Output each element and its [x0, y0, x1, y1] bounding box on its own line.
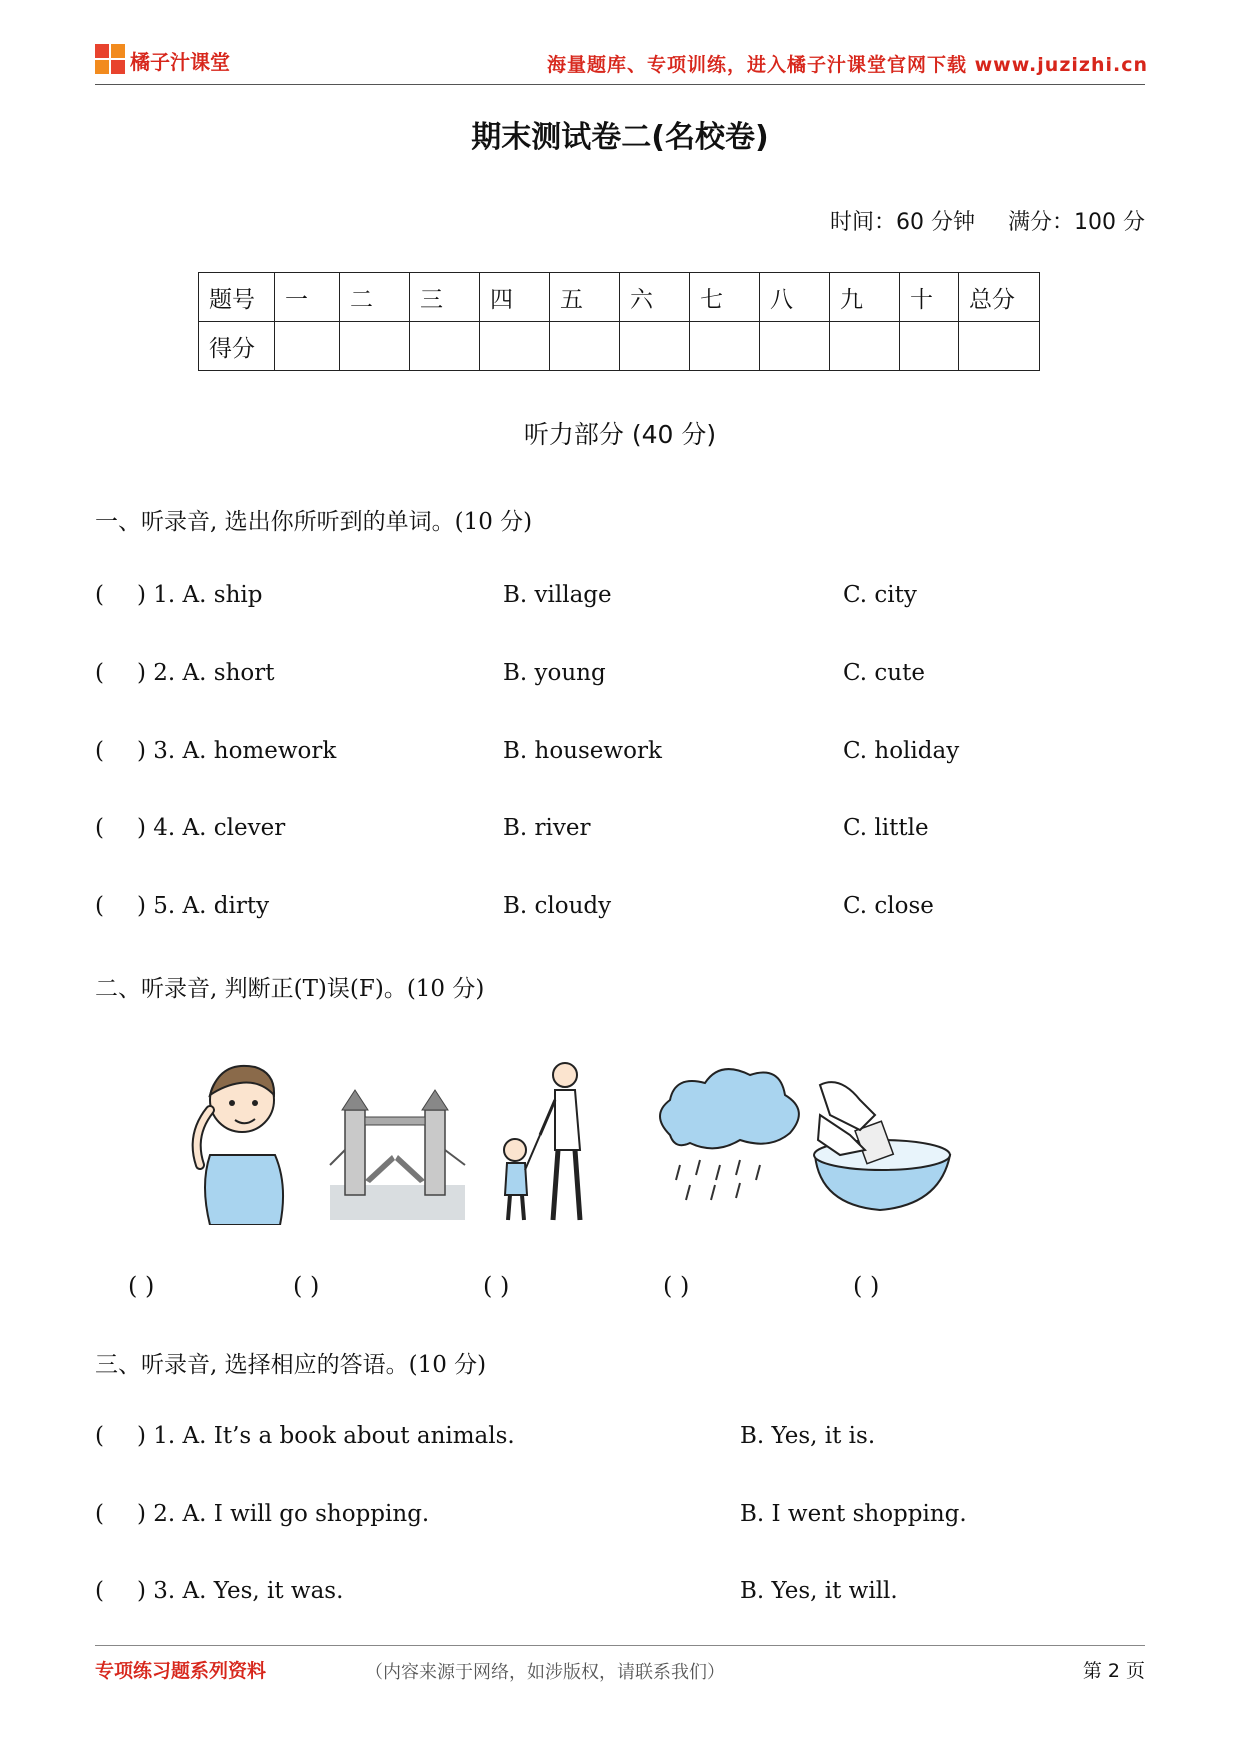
option-b: B. Yes, it is.	[740, 1423, 876, 1449]
score-input-cell[interactable]	[830, 322, 900, 371]
option-a: ) 3. A. homework	[137, 738, 337, 764]
boy-and-grandpa-picture	[504, 1063, 580, 1220]
option-b: B. river	[503, 815, 591, 841]
page-number: 第 2 页	[1082, 1660, 1145, 1682]
answer-bracket[interactable]: ( )	[293, 1272, 320, 1300]
section3-title: 三、听录音, 选择相应的答语。(10 分)	[95, 1352, 487, 1378]
question-row	[95, 582, 1145, 612]
answer-paren[interactable]: (	[95, 1578, 104, 1604]
washing-clothes-picture	[814, 1082, 950, 1210]
option-c: C. holiday	[843, 738, 960, 764]
answer-bracket[interactable]: ( )	[483, 1272, 510, 1300]
option-b: B. Yes, it will.	[740, 1578, 898, 1604]
brand-name: 橘子汁课堂	[130, 50, 230, 74]
score-table-cell: 九	[830, 273, 900, 322]
time-limit: 时间：60 分钟	[830, 210, 975, 235]
score-table-score-row	[199, 322, 1040, 371]
score-table	[198, 272, 1040, 371]
option-a: ) 1. A. It’s a book about animals.	[137, 1423, 515, 1449]
option-a: ) 3. A. Yes, it was.	[137, 1578, 344, 1604]
question-row	[95, 1578, 1145, 1608]
answer-bracket[interactable]: ( )	[128, 1272, 155, 1300]
bridge-picture	[330, 1090, 465, 1220]
score-input-cell[interactable]	[410, 322, 480, 371]
option-a: ) 2. A. I will go shopping.	[137, 1501, 430, 1527]
score-table-cell: 题号	[199, 273, 275, 322]
picture-strip	[170, 1055, 1070, 1225]
score-table-cell: 二	[340, 273, 410, 322]
question-row	[95, 815, 1145, 845]
footer-notice: （内容来源于网络，如涉版权，请联系我们）	[365, 1662, 725, 1683]
footer-series: 专项练习题系列资料	[95, 1660, 267, 1682]
score-input-cell[interactable]	[900, 322, 959, 371]
score-table-cell: 得分	[199, 322, 275, 371]
question-row	[95, 1501, 1145, 1531]
score-input-cell[interactable]	[690, 322, 760, 371]
listening-section-title: 听力部分 (40 分)	[523, 420, 717, 449]
brand-logo-icon	[95, 44, 125, 74]
score-input-cell[interactable]	[959, 322, 1040, 371]
header-slogan: 海量题库、专项训练，进入橘子汁课堂官网下载 www.juzizhi.cn	[547, 54, 1148, 76]
exam-meta	[804, 205, 1145, 236]
rain-cloud-picture	[660, 1069, 799, 1200]
score-input-cell[interactable]	[480, 322, 550, 371]
answer-bracket[interactable]: ( )	[663, 1272, 690, 1300]
option-c: C. little	[843, 815, 929, 841]
score-table-cell: 三	[410, 273, 480, 322]
section2-title: 二、听录音, 判断正(T)误(F)。(10 分)	[95, 976, 485, 1002]
option-b: B. cloudy	[503, 893, 612, 919]
score-table-cell: 一	[275, 273, 340, 322]
header-divider	[95, 84, 1145, 85]
answer-paren[interactable]: (	[95, 582, 104, 608]
option-c: C. city	[843, 582, 917, 608]
option-b: B. I went shopping.	[740, 1501, 967, 1527]
answer-bracket[interactable]: ( )	[853, 1272, 880, 1300]
answer-paren[interactable]: (	[95, 893, 104, 919]
option-c: C. close	[843, 893, 934, 919]
option-a: ) 1. A. ship	[137, 582, 263, 608]
score-input-cell[interactable]	[340, 322, 410, 371]
answer-paren[interactable]: (	[95, 660, 104, 686]
score-table-cell: 八	[760, 273, 830, 322]
score-table-cell: 六	[620, 273, 690, 322]
score-input-cell[interactable]	[550, 322, 620, 371]
question-row	[95, 660, 1145, 690]
question-row	[95, 893, 1145, 923]
answer-paren[interactable]: (	[95, 815, 104, 841]
boy-ear-picture	[197, 1066, 283, 1225]
score-input-cell[interactable]	[620, 322, 690, 371]
option-b: B. young	[503, 660, 606, 686]
score-table-cell: 四	[480, 273, 550, 322]
option-a: ) 4. A. clever	[137, 815, 286, 841]
score-input-cell[interactable]	[760, 322, 830, 371]
question-row	[95, 1423, 1145, 1453]
score-input-cell[interactable]	[275, 322, 340, 371]
score-table-cell: 总分	[959, 273, 1040, 322]
page-title: 期末测试卷二(名校卷)	[471, 120, 769, 155]
answer-paren[interactable]: (	[95, 1501, 104, 1527]
score-table-header-row	[199, 273, 1040, 322]
answer-paren[interactable]: (	[95, 1423, 104, 1449]
option-a: ) 5. A. dirty	[137, 893, 270, 919]
question-row	[95, 738, 1145, 768]
option-a: ) 2. A. short	[137, 660, 275, 686]
section1-title: 一、听录音, 选出你所听到的单词。(10 分)	[95, 509, 533, 535]
option-c: C. cute	[843, 660, 925, 686]
full-score: 满分：100 分	[1008, 210, 1145, 235]
score-table-cell: 十	[900, 273, 959, 322]
option-b: B. village	[503, 582, 612, 608]
score-table-cell: 七	[690, 273, 760, 322]
answer-paren[interactable]: (	[95, 738, 104, 764]
footer-divider	[95, 1645, 1145, 1646]
option-b: B. housework	[503, 738, 662, 764]
score-table-cell: 五	[550, 273, 620, 322]
